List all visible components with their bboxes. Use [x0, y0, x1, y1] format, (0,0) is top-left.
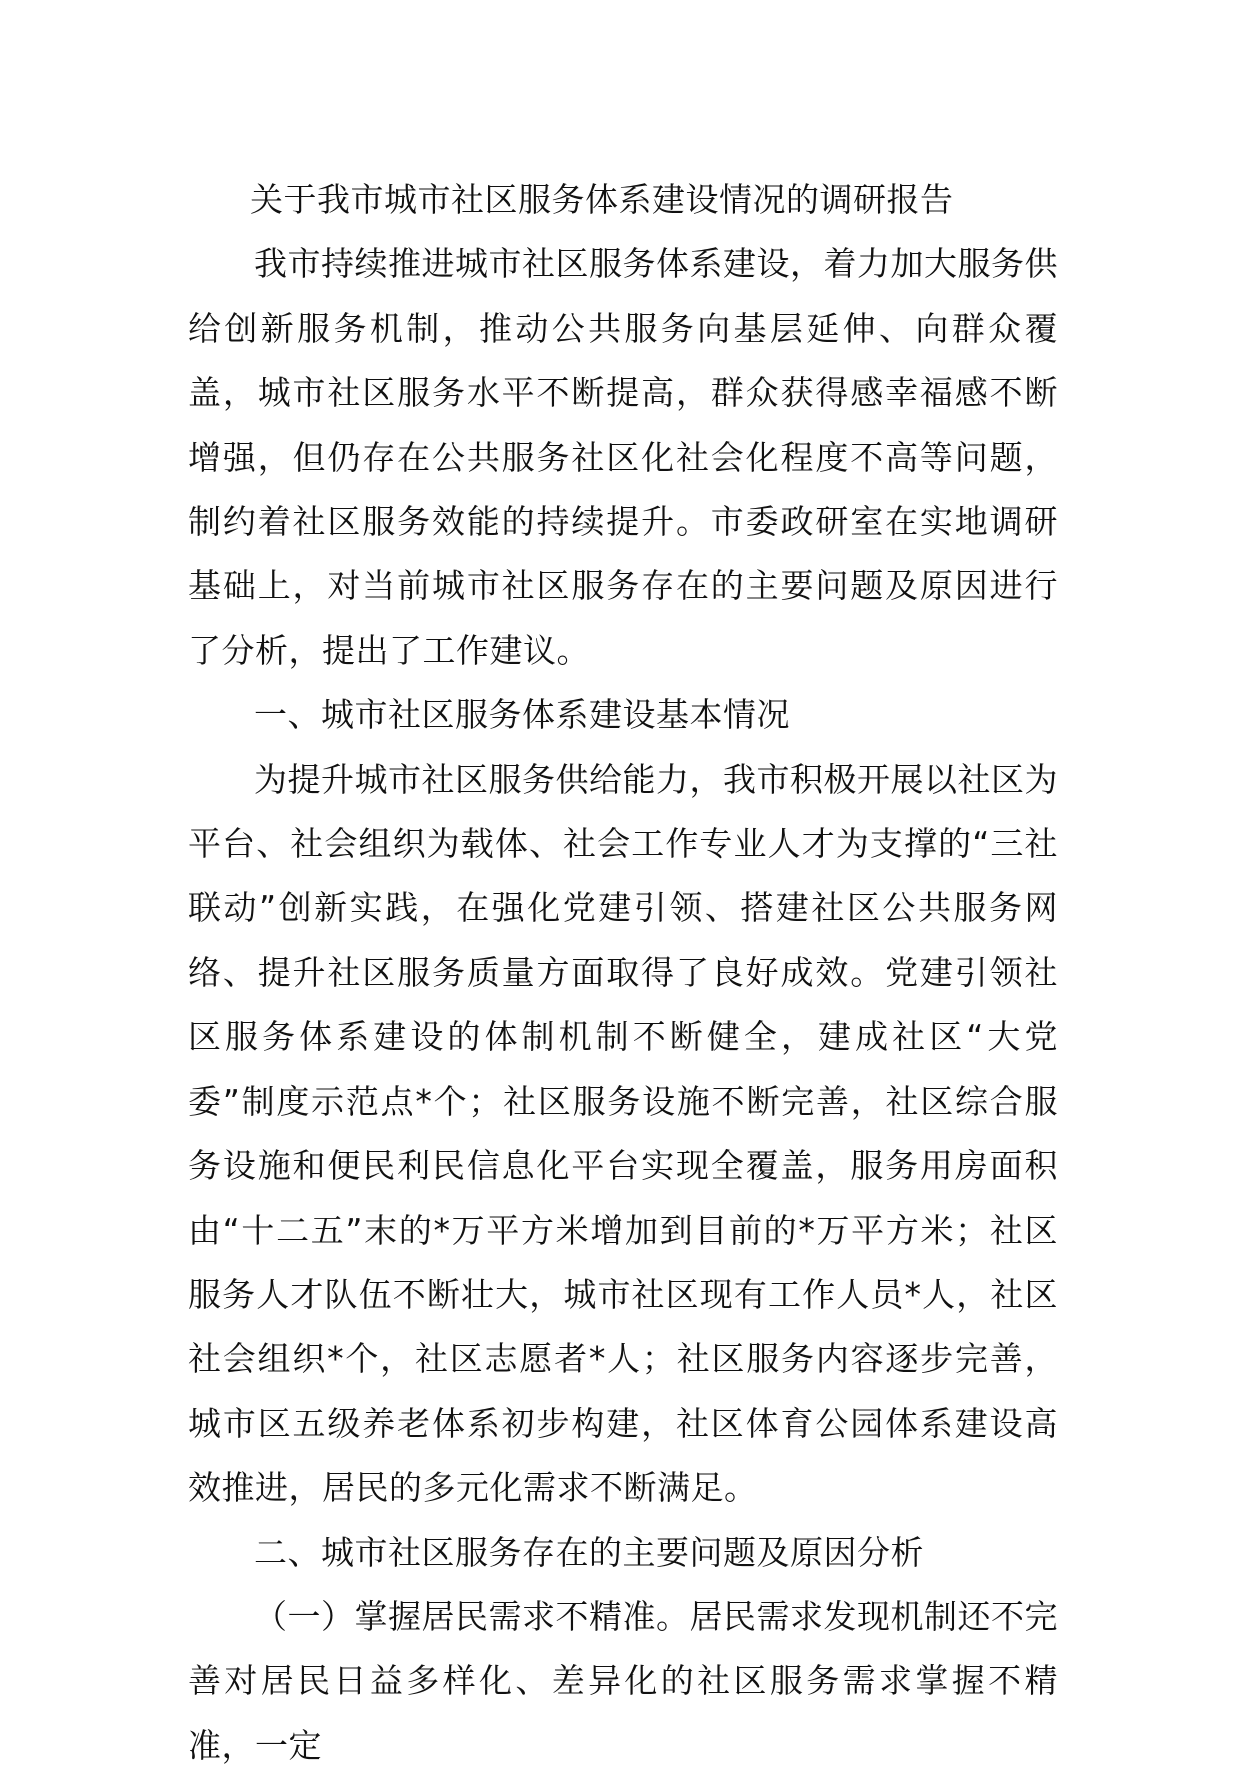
subsection-1-paragraph: （一）掌握居民需求不精准。居民需求发现机制还不完善对居民日益多样化、差异化的社区服务需求掌握不精准，一定	[188, 1596, 1058, 1765]
section-heading-2: 二、城市社区服务存在的主要问题及原因分析	[254, 1532, 924, 1572]
document-title: 关于我市城市社区服务体系建设情况的调研报告	[250, 180, 954, 219]
section-1-paragraph: 为提升城市社区服务供给能力，我市积极开展以社区为平台、社会组织为载体、社会工作专业人才为支撑的“三社联动”创新实践，在强化党建引领、搭建社区公共服务网络、提升社区服务质量方面取得了良好成效。党建引领社区服务体系建设的体制机制不断健全，建成社区“大党委”制度示范点*个；社区服务设施不断完善，社区综合服务设施和便民利民信息化平台实现全覆盖，服务用房面积由“十二五”末的*万平方米增加到目前的*万平方米；社区服务人才队伍不断壮大，城市社区现有工作人员*人，社区社会组织*个，社区志愿者*人；社区服务内容逐步完善，城市区五级养老体系初步构建，社区体育公园体系建设高效推进，居民的多元化需求不断满足。	[188, 759, 1058, 1508]
section-heading-1: 一、城市社区服务体系建设基本情况	[254, 695, 790, 735]
document-body	[188, 168, 1058, 1778]
intro-paragraph: 我市持续推进城市社区服务体系建设，着力加大服务供给创新服务机制，推动公共服务向基层延伸、向群众覆盖，城市社区服务水平不断提高，群众获得感幸福感不断增强，但仍存在公共服务社区化社会化程度不高等问题，制约着社区服务效能的持续提升。市委政研室在实地调研基础上，对当前城市社区服务存在的主要问题及原因进行了分析，提出了工作建议。	[188, 244, 1058, 670]
